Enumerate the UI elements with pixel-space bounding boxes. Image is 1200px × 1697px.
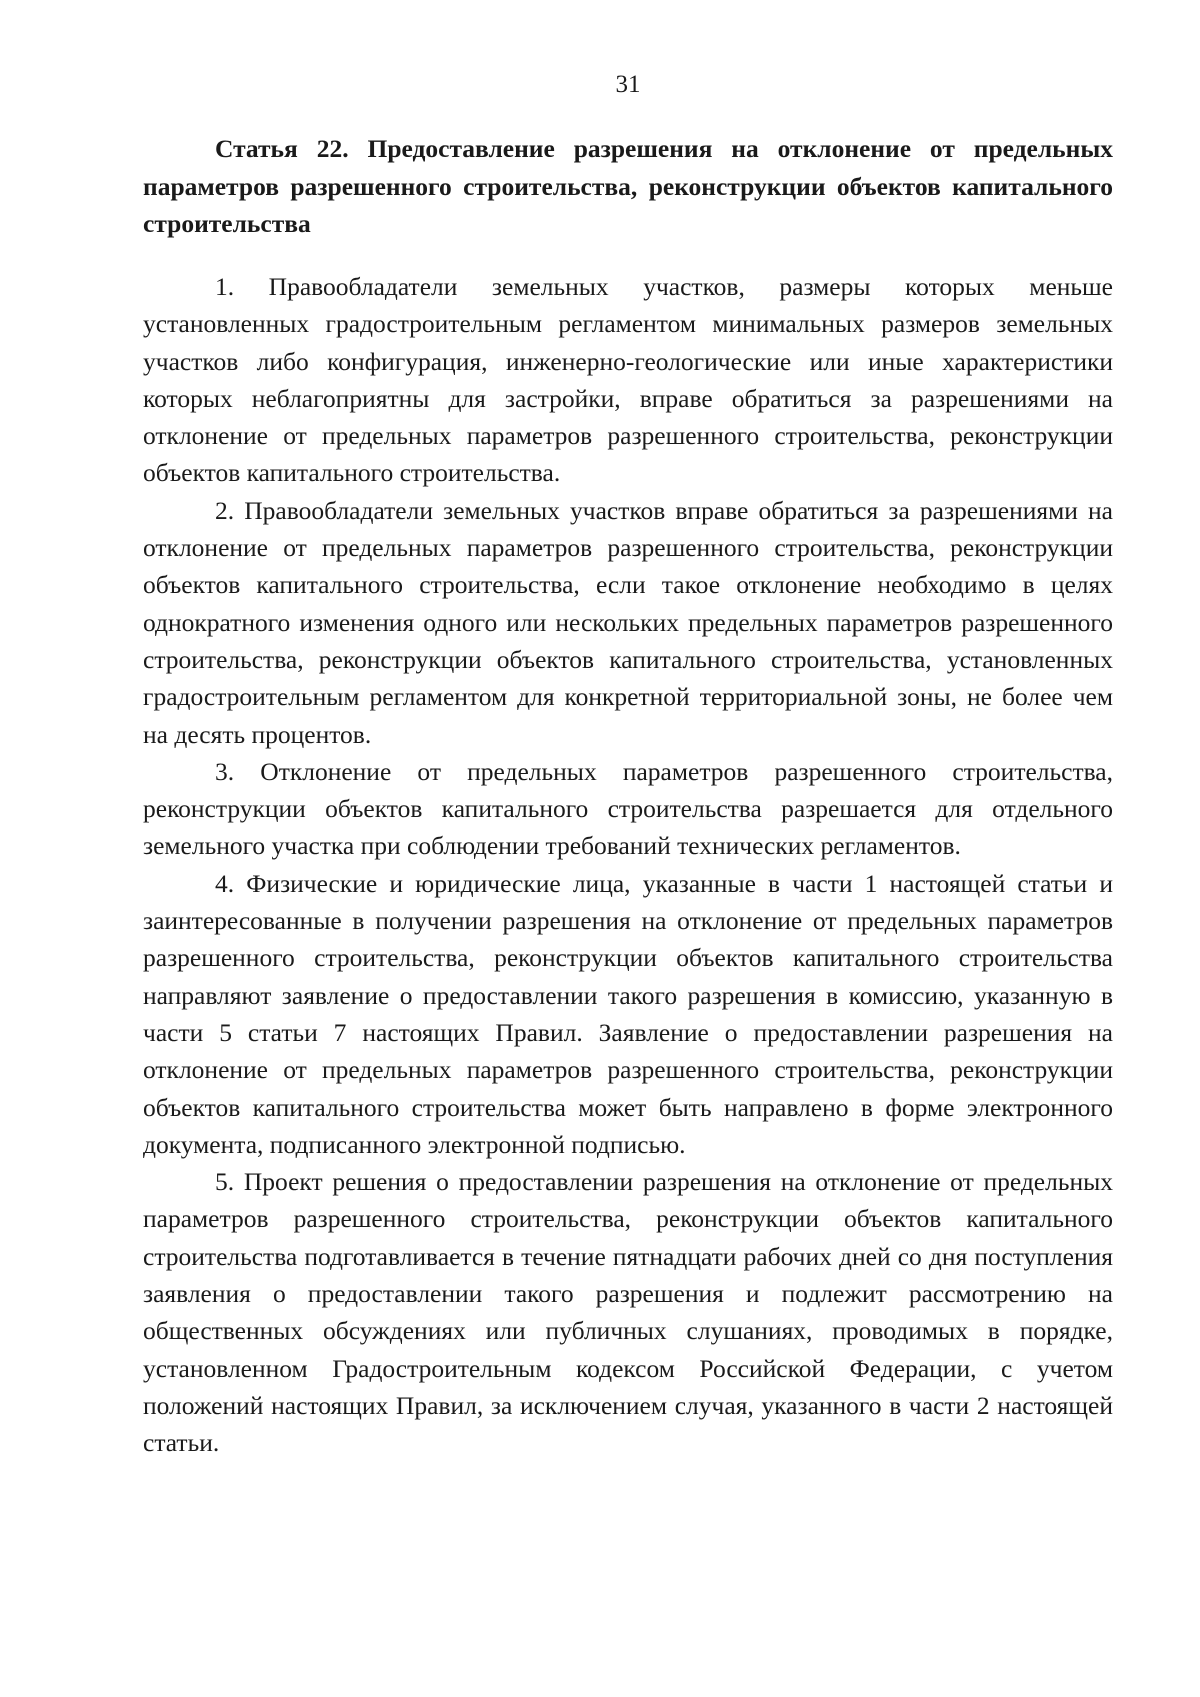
page-number: 31: [615, 71, 641, 98]
paragraph-2: 2. Правообладатели земельных участков вправе обратиться за разрешениями на отклонение от предельных параметров разрешенного строительства, реконструкции объектов капитального строительства, если такое отклонение необходимо в целях однократного изменения одного или нескольких предельных параметров разрешенного строительства, реконструкции объектов капитального строительства, установленных градостроительным регламентом для конкретной территориальной зоны, не более чем на десять процентов.: [143, 495, 1113, 749]
article-title: Статья 22. Предоставление разрешения на отклонение от предельных параметров разрешенного строительства, реконструкции объектов капитального строительства: [143, 134, 1113, 238]
paragraph-5: 5. Проект решения о предоставлении разрешения на отклонение от предельных параметров разрешенного строительства, реконструкции объектов капитального строительства подготавливается в течение пятнадцати рабочих дней со дня поступления заявления о предоставлении такого разрешения и подлежит рассмотрению на общественных обсуждениях или публичных слушаниях, проводимых в порядке, установленном Градостроительным кодексом Российской Федерации, с учетом положений настоящих Правил, за исключением случая, указанного в части 2 настоящей статьи.: [143, 1167, 1113, 1458]
paragraph-4: 4. Физические и юридические лица, указанные в части 1 настоящей статьи и заинтересованные в получении разрешения на отклонение от предельных параметров разрешенного строительства, реконструкции объектов капитального строительства направляют заявление о предоставлении такого разрешения в комиссию, указанную в части 5 статьи 7 настоящих Правил. Заявление о предоставлении разрешения на отклонение от предельных параметров разрешенного строительства, реконструкции объектов капитального строительства может быть направлено в форме электронного документа, подписанного электронной подписью.: [143, 868, 1113, 1159]
article-body: [143, 268, 1113, 1462]
paragraph-3: 3. Отклонение от предельных параметров разрешенного строительства, реконструкции объектов капитального строительства разрешается для отдельного земельного участка при соблюдении требований технических регламентов.: [143, 756, 1113, 861]
paragraph-1: 1. Правообладатели земельных участков, размеры которых меньше установленных градостроительным регламентом минимальных размеров земельных участков либо конфигурация, инженерно-геологические или иные характеристики которых неблагоприятны для застройки, вправе обратиться за разрешениями на отклонение от предельных параметров разрешенного строительства, реконструкции объектов капитального строительства.: [143, 272, 1113, 488]
